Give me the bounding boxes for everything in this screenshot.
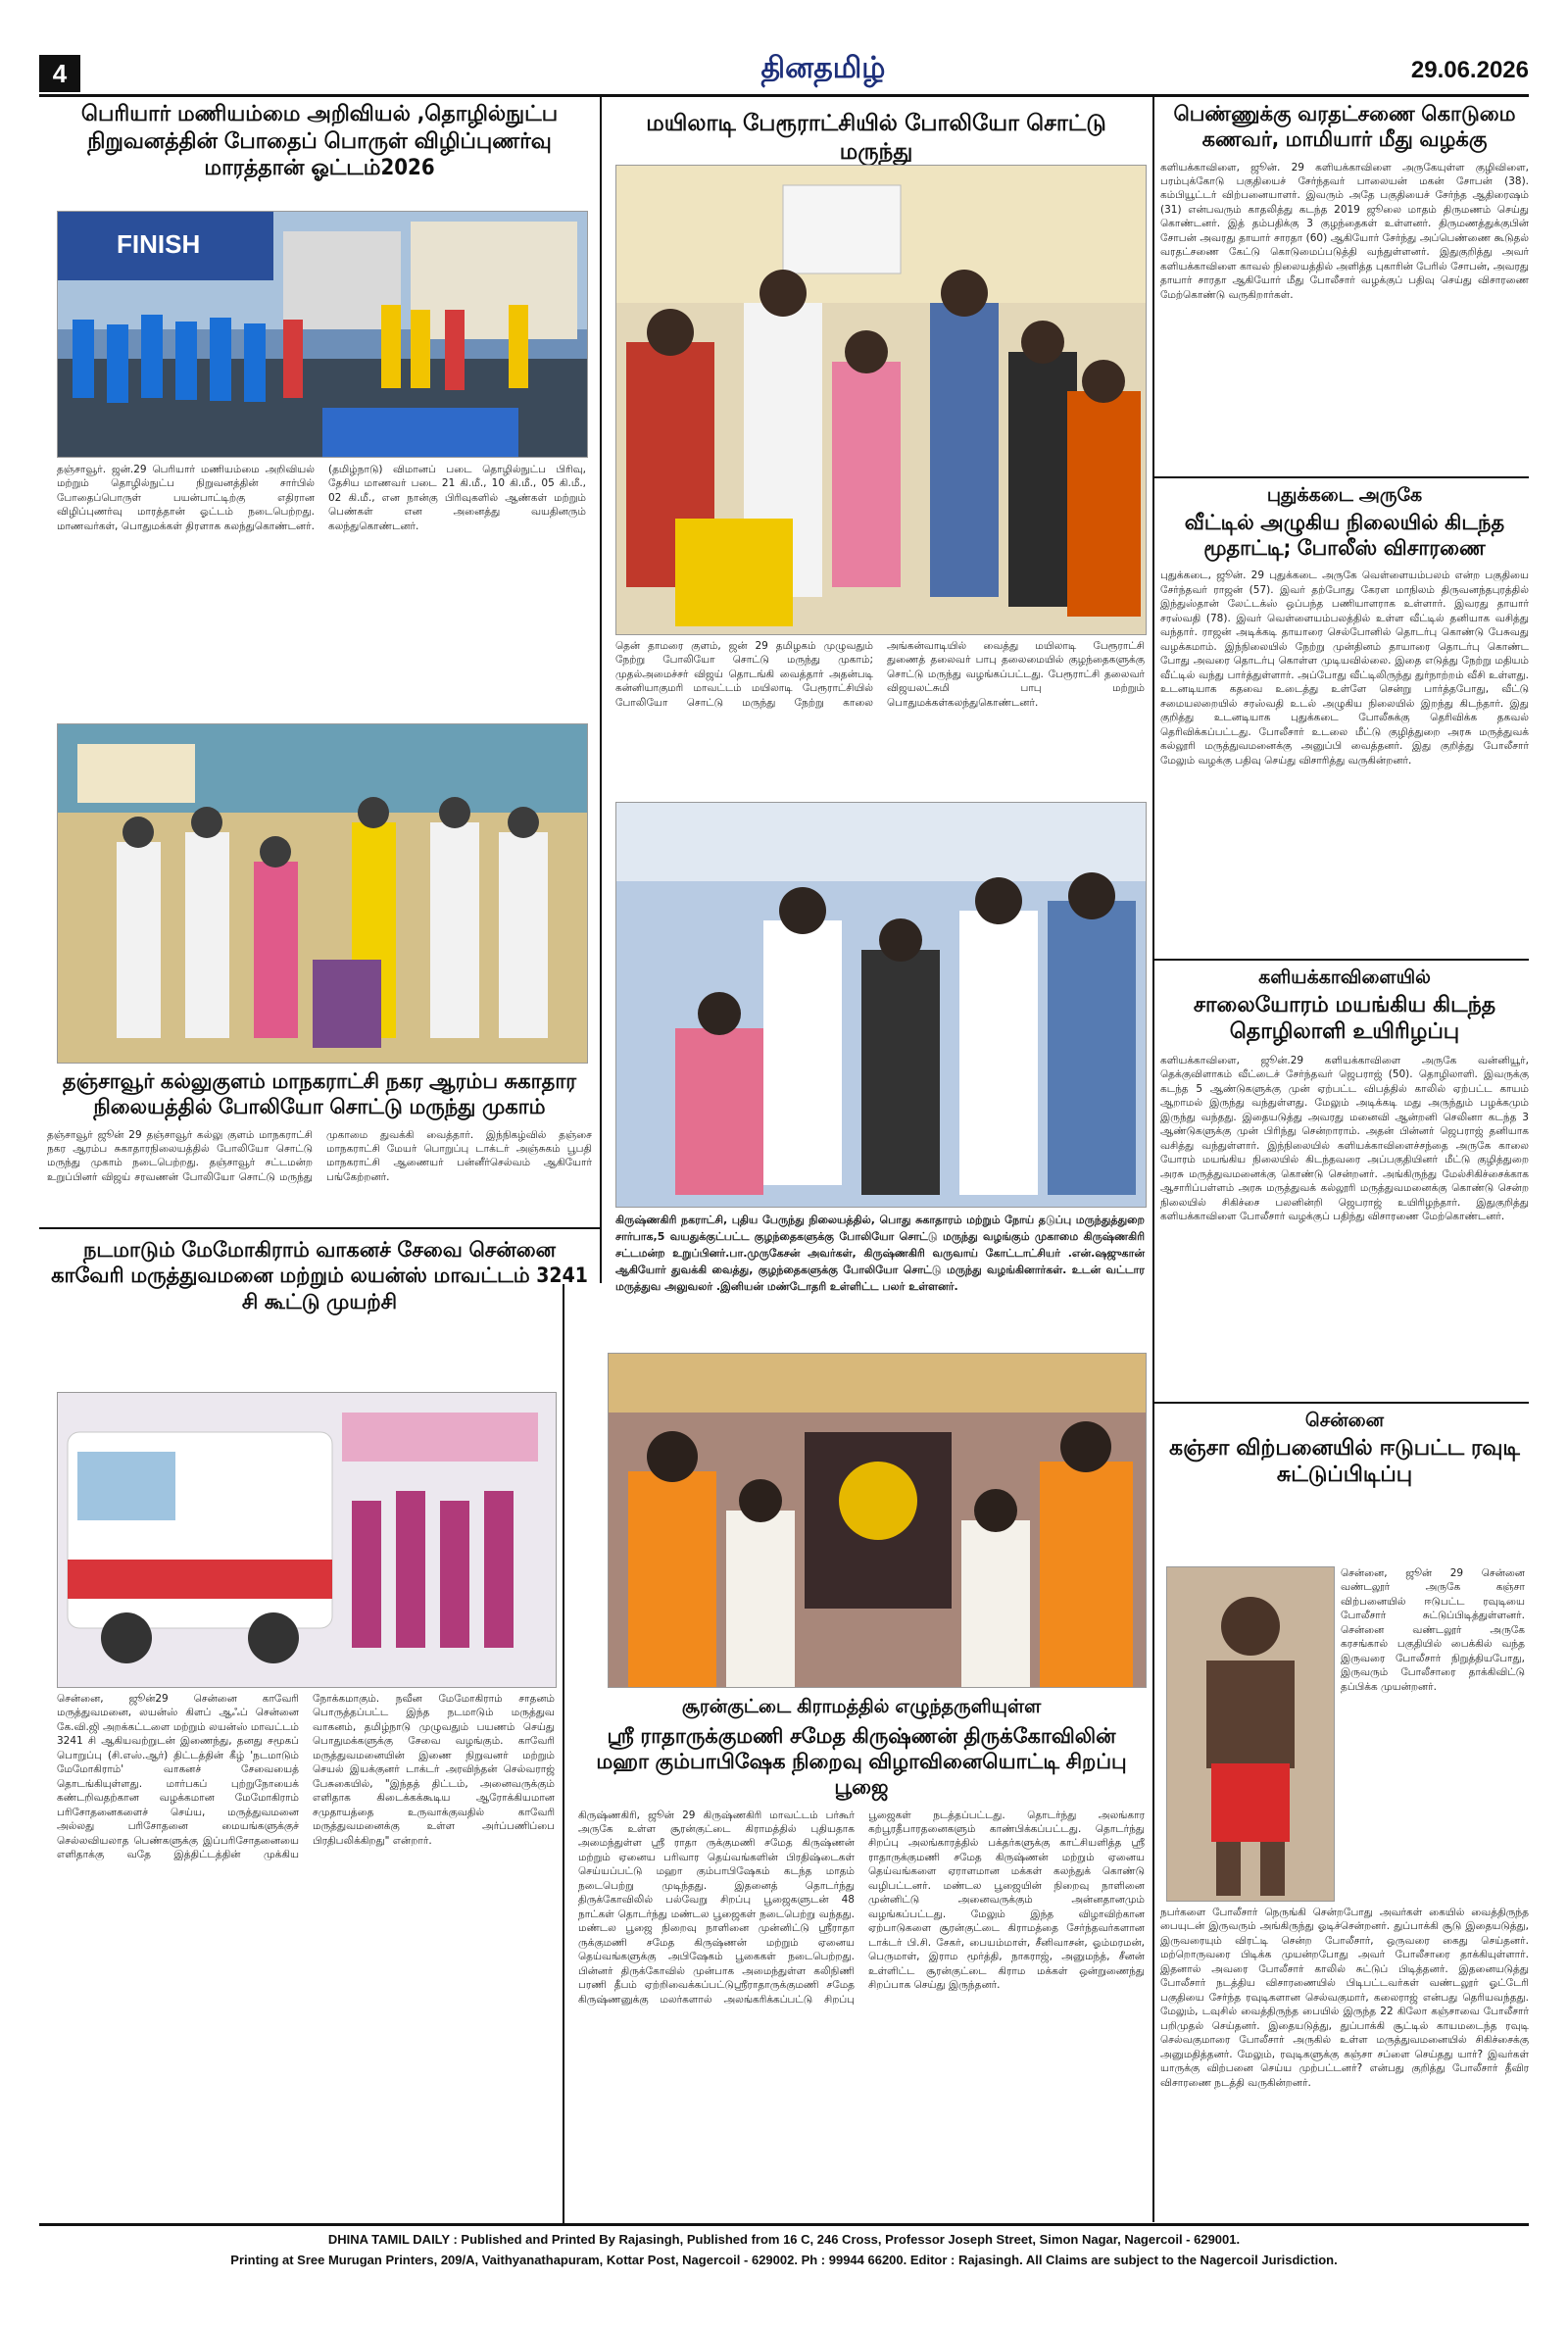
- ganja-body-side: சென்னை, ஜூன் 29 சென்னை வண்டலூர் அருகே கஞ்சா விற்பனையில் ஈடுபட்ட ரவுடியை போலீசார் சுட்டுப்பிடித்துள்ளனர். சென்னை வண்டலூர் அருகே கரசங்கால் பகுதியில் பைக்கில் வந்த இருவரை போலீசார் நிறுத்தியபோது, இருவரும் போலீசாரை தாக்கிவிட்டு தப்பிக்க முயன்றனர்.: [1341, 1567, 1525, 1693]
- thanjavur-polio-photo: [57, 723, 588, 1064]
- thanjavur-polio-body: தஞ்சாவூர் ஜூன் 29 தஞ்சாவூர் கல்லு குளம் மாநகராட்சி நகர ஆரம்ப சுகாதாரநிலையத்தில் போலியோ சொட்டு மருந்து முகாம் நடைபெற்றது. தஞ்சாவூர் சட்டமன்ற உறுப்பினர் விஜய் சரவணன் போலியோ சொட்டு மருந்து முகாமை துவக்கி வைத்தார். இந்நிகழ்வில் தஞ்சை மாநகராட்சி மேயர் பொறுப்பு டாக்டர் அஞ்சுகம் பூபதி மாநகராட்சி ஆணையர் பன்னீர்செல்வம் ஆகியோர் பங்கேற்றனர்.: [47, 1128, 592, 1183]
- temple-body: கிருஷ்ணகிரி, ஜூன் 29 கிருஷ்ணகிரி மாவட்டம் பர்கூர் அருகே உள்ள சூரன்குட்டை கிராமத்தில் புதியதாக அமைந்துள்ள ஸ்ரீ ராதா ருக்குமணி சமேத கிருஷ்ணன் மற்றும் ஏனைய பரிவார தெய்வங்களின் பிரதிஷ்டைகள் செய்யப்பட்டு மஹா கும்பாபிஷேகம் கடந்த மாதம் நடைபெற்று முடிந்தது. இதனைத் தொடர்ந்து திருக்கோவிலில் பல்வேறு சிறப்பு பூஜைகளுடன் 48 நாட்கள் தொடர்ந்து மண்டல பூஜைகள் நடைபெற்று வந்தது. மண்டல பூஜை நிறைவு நாளினை முன்னிட்டு ஸ்ரீராதா ருக்குமணி சமேத கிருஷ்ணன் மற்றும் ஏனைய தெய்வங்களுக்கு அபிஷேகம் பூகைகள் நடைபெற்றது. பின்னர் திருக்கோவில் முன்பாக அமைந்துள்ள கலிநிணி பரணி தீபம் ஏற்றிவைக்கப்பட்டுஸ்ரீராதாருக்குமணி சமேத கிருஷ்ணனுக்கு மலர்களால் அலங்கரிக்கப்பட்டு சிறப்பு பூஜைகள் நடத்தப்பட்டது. தொடர்ந்து அலங்கார கற்பூரதீபாரதனைகளும் காண்பிக்கப்பட்டது. தொடர்ந்து சிறப்பு அலங்காரத்தில் பக்தர்களுக்கு காட்சியளித்த ஸ்ரீ ராதாருக்குமணி சமேத கிருஷ்ணன் மற்றும் ஏனைய தெய்வங்களை ஏராளமான மக்கள் கலந்துக் கொண்டு வழிபட்டனர். மண்டல பூஜையின் நிறைவு நாளினை முன்னிட்டு அனைவருக்கும் அன்னதானமும் வழங்கப்பட்டது. மேலும் இந்த விழாவிற்கான ஏற்பாடுகளை சூரன்குட்டை கிராமத்தை சேர்ந்தவர்களான டாக்டர் பி.சி. சேகர், பையம்மாள், சீனிவாசன், ஓம்மரமன், பெருமாள், இராம மூர்த்தி, நாகராஜ், அனுமந்த், சீனன் உள்ளிட்ட சூரன்குட்டை கிராம மக்கள் ஒன்றுணைந்து சிறப்பாக செய்து இருந்தனர்.: [578, 1809, 1145, 2006]
- elderly-kicker: புதுக்கடை அருகே: [1266, 484, 1423, 506]
- column-divider: [563, 1284, 564, 2223]
- ganja-suspect-illustration: [1167, 1567, 1334, 1901]
- marathon-article: [47, 101, 592, 182]
- ganja-headline: கஞ்சா விற்பனையில் ஈடுபட்ட ரவுடி சுட்டுப்பிடிப்பு: [1169, 1435, 1520, 1488]
- section-rule: [1152, 959, 1529, 961]
- mammogram-headline: நடமாடும் மேமோகிராம் வாகனச் சேவை சென்னை காவேரி மருத்துவமனை மற்றும் லயன்ஸ் மாவட்டம் 3241 சி கூட்டு முயற்சி: [51, 1238, 588, 1314]
- page-header: [39, 51, 1529, 94]
- marathon-body-wrap: [57, 463, 586, 533]
- polio-main-article: [608, 110, 1145, 167]
- temple-kicker: சூரன்குட்டை கிராமத்தில் எழுந்தருளியுள்ள: [681, 1696, 1042, 1717]
- mammogram-photo-illustration: [58, 1393, 556, 1687]
- polio-caption-2: கிருஷ்ணகிரி நகராட்சி, புதிய பேருந்து நிலையத்தில், பொது சுகாதாரம் மற்றும் நோய் தடுப்பு மருந்துத்துறை சார்பாக,5 வயதுக்குட்பட்ட குழந்தைகளுக்கு போலியோ சொட்டு மருந்து வழங்கும் முகாமை கிருஷ்ணகிரி சட்டமன்ற உறுப்பினர்.பா.முருகேசன் அவர்கள், கிருஷ்ணகிரி வருவாய் கோட்டாட்சியர் .என்.ஷஜுகான் ஆகியோர் துவக்கி வைத்து, குழந்தைகளுக்கு போலியோ சொட்டு மருந்து வழங்கினார்கள். உடன் வட்டார மருத்துவ அலுவலர் .இனியன் மண்டோதரி உள்ளிட்ட பலர் உள்ளனர்.: [615, 1214, 1145, 1294]
- ganja-body-wrap: [1160, 1906, 1529, 2090]
- column-divider: [1152, 97, 1154, 2222]
- worker-death-article: [1160, 967, 1529, 1224]
- header-rule: [39, 94, 1529, 97]
- mammogram-body: சென்னை, ஜூன்29 சென்னை காவேரி மருத்துவமனை, லயன்ஸ் கிளப் ஆஃப் சென்னை கே.வி.ஜி அறக்கட்டளை மற்றும் லயன்ஸ் மாவட்டம் 3241 சி ஆகியவற்றுடன் இணைந்து, தனது சமூகப் பொறுப்பு (சி.எஸ்.ஆர்) திட்டத்தின் கீழ் 'நடமாடும் மேமோகிராம்' வாகனச் சேவையைத் தொடங்கியுள்ளது. மார்பகப் புற்றுநோயைக் கண்டறிவதற்கான வழக்கமான மேமோகிராம் பரிசோதனைகளைச் செய்ய, மருத்துவமனை அல்லது பரிசோதனை மையங்களுக்குச் செல்லவியலாத பெண்களுக்கு இப்பரிசோதனையை எளிதாக்கு வதே இத்திட்டத்தின் முக்கிய நோக்கமாகும். நவீன மேமோகிராம் சாதனம் பொருத்தப்பட்ட இந்த நடமாடும் மருத்துவ வாகனம், தமிழ்நாடு முழுவதும் பயணம் செய்து பொதுமக்களுக்கு சேவை வழங்கும். காவேரி மருத்துவமனையின் இணை நிறுவனர் மற்றும் செயல் இயக்குனர் டாக்டர் அரவிந்தன் செல்வராஜ் பேசுகையில், "இந்தத் திட்டம், அனைவருக்கும் எளிதாக கிடைக்கக்கூடிய ஆரோக்கியமான சமுதாயத்தை உருவாக்குவதில் காவேரி மருத்துவமனைக்கு உள்ள அர்ப்பணிப்பை பிரதிபலிக்கிறது" என்றார்.: [57, 1693, 555, 1861]
- imprint-footer: [39, 2223, 1529, 2267]
- ganja-suspect-photo: [1166, 1566, 1335, 1902]
- marathon-body: தஞ்சாவூர். ஜன்.29 பெரியார் மணியம்மை அறிவியல் மற்றும் தொழில்நுட்ப நிறுவனத்தின் சார்பில் போதைப்பொருள் பயன்பாட்டிற்கு எதிரான விழிப்புணர்வு மாரத்தான் ஓட்டம் நடைபெற்றது. மாணவர்கள், பொதுமக்கள் திரளாக கலந்துகொண்டனர். (தமிழ்நாடு) விமானப் படை தொழில்நுட்ப பிரிவு, தேசிய மாணவர் படை 21 கி.மீ., 10 கி.மீ., 05 கி.மீ., 02 கி.மீ., என நான்கு பிரிவுகளில் ஆண்கள் மற்றும் பெண்கள் என அனைத்து வயதினரும் கலந்துகொண்டனர்.: [57, 464, 586, 532]
- worker-death-body: களியக்காவிளை, ஜூன்.29 களியக்காவிளை அருகே வன்னியூர், தெக்குவிளாகம் வீட்டைச் சேர்ந்தவர் ஜெபராஜ் (50). தொழிலாளி. இவருக்கு கடந்த 5 ஆண்டுகளுக்கு முன் ஏற்பட்ட விபத்தில் காலில் ஏற்பட்ட காயம் ஆறாமல் இருந்து வந்துள்ளது. மேலும் அடிக்கடி மது அருந்தும் பழக்கமும் இருந்து வந்தது. இதையடுத்து அவரது மனைவி ஆன்றனி செலினா கடந்த 3 ஆண்டுகளுக்கு முன் பிரிந்து சென்றாராம். அதன் பின்னர் ஜெபராஜ் தனியாக வசித்து வந்துள்ளார். இந்நிலையில் களியக்காவிளைச்சந்தை அருகே காலை யோரம் மயங்கிய நிலையில் கிடந்தவரை அப்பகுதியினர் மீட்டு குழித்துறை அரசு மருத்துவமனைக்கு கொண்டு சென்றனர். அங்கிருந்து மேல்சிகிச்சைக்காக ஆசாரிப்பள்ளம் அரசு மருத்துவக் கல்லூரி மருத்துவமனைக்கு கொண்டு சென்ற நிலையில் சிகிச்சை பலனின்றி ஜெபராஜ் உயிரிழந்தார். இதுகுறித்து களியக்காவிளை போலீசார் வழக்குப் பதிந்து விசாரணை மேற்கொண்டனர்.: [1160, 1054, 1529, 1223]
- elderly-article: [1160, 484, 1529, 768]
- temple-photo-illustration: [609, 1354, 1146, 1687]
- polio-caption-1: தென் தாமரை குளம், ஜன் 29 தமிழகம் முழுவதும் நேற்று போலியோ சொட்டு மருந்து முகாம்; முதல்அமைச்சர் விஜய் தொடங்கி வைத்தார் அதன்படி கன்னியாகுமரி மாவட்டம் மயிலாடி பேரூராட்சியில் போலியோ சொட்டு மருந்து நேற்று காலை அங்கன்வாடியில் வைத்து மயிலாடி பேரூராட்சி துணைத் தலைவர் பாபு தலைமையில் குழந்தைகளுக்கு சொட்டு மருந்து வழங்கப்பட்டது. பேரூராட்சி தலைவர் விஜயலட்சுமி பாபு மற்றும் பொதுமக்கள்கலந்துகொண்டனர்.: [615, 640, 1145, 709]
- polio-caption-wrap: [615, 639, 1145, 710]
- polio-main-headline: மயிலாடி பேரூராட்சியில் போலியோ சொட்டு மருந்து: [646, 111, 1106, 165]
- polio-caption2-wrap: [615, 1212, 1145, 1295]
- ganja-article: [1160, 1410, 1529, 1489]
- imprint-line-1: DHINA TAMIL DAILY : Published and Printed By Rajasingh, Published from 16 C, 246 Cross, Professor Joseph Street, Simon Nagar, Nagercoil - 629001.: [327, 2232, 1241, 2247]
- issue-date: 29.06.2026: [1410, 57, 1529, 83]
- thanjavur-polio-headline: தஞ்சாவூர் கல்லுகுளம் மாநகராட்சி நகர ஆரம்ப சுகாதார நிலையத்தில் போலியோ சொட்டு மருந்து முகாம்: [62, 1069, 577, 1119]
- temple-article: [578, 1696, 1145, 2007]
- marathon-photo: [57, 211, 588, 458]
- ganja-side-text: [1341, 1566, 1525, 1694]
- elderly-headline: வீட்டில் அழுகிய நிலையில் கிடந்த மூதாட்டி; போலீஸ் விசாரணை: [1184, 510, 1505, 560]
- paper-name: தினதமிழ்: [760, 51, 886, 85]
- thanjavur-polio-article: [47, 1068, 592, 1184]
- marathon-headline: பெரியார் மணியம்மை அறிவியல் ,தொழில்நுட்ப நிறுவனத்தின் போதைப் பொருள் விழிப்புணர்வு மாரத்தான் ஓட்டம்2026: [80, 102, 559, 180]
- finish-banner-text: FINISH: [117, 229, 201, 259]
- worker-death-kicker: களியக்காவிளையில்: [1258, 967, 1431, 988]
- thanjavur-photo-illustration: [58, 724, 587, 1063]
- polio-mayiladi-photo: [615, 165, 1147, 635]
- section-rule: [1152, 476, 1529, 478]
- section-rule: [39, 1227, 600, 1229]
- mammogram-headline-wrap: [47, 1237, 592, 1314]
- ganja-body: நபர்களை போலீசார் நெருங்கி சென்றபோது அவர்கள் கையில் வைத்திருந்த பையுடன் இருவரும் அங்கிருந்து ஓடிச்சென்றனர். துப்பாக்கி சூடு இதையடுத்து, இருவரையும் விரட்டி சென்ற போலீசார், ஒருவரை கைது செய்தனர். மற்றொருவரை பிடிக்க முயன்றபோது அவர் போலீசாரை தாக்கியுள்ளார். இதனால் அவரை போலீசார் காலில் சுட்டுப் பிடித்தனர். இதனையடுத்து போலீசார் நடத்திய விசாரணையில் பிடிபட்டவர்கள் வண்டலூர் ஓட்டேரி பகுதியை சேர்ந்த ரவுடிகளான செல்வகுமார், கலைராஜ் என்பது தெரியவந்தது. மேலும், டவுசில் வைத்திருந்த பையில் இருந்த 22 கிலோ கஞ்சாவை போலீசார் பறிமுதல் செய்தனர். இதையடுத்து, துப்பாக்கி சூட்டில் காயமடைந்த ரவுடி செல்வகுமாரை போலீசார் அருகில் உள்ள மருத்துவமனையில் சிகிச்சைக்கு அனுமதித்தனர். மேலும், ரவுடிகளுக்கு கஞ்சா சப்ளை செய்தது யார்? இவர்கள் யாருக்கு விற்பனை செய்ய முற்பட்டனர்? என்பது குறித்து போலீசார் தீவிர விசாரணை நடத்தி வருகின்றனர்.: [1160, 1907, 1529, 2089]
- page-number: 4: [39, 55, 80, 92]
- polio-mayiladi-illustration: [616, 166, 1146, 634]
- temple-photo: [608, 1353, 1147, 1688]
- mammogram-photo: [57, 1392, 557, 1688]
- dowry-article: [1160, 101, 1529, 302]
- column-divider: [600, 97, 602, 1283]
- dowry-headline: பெண்ணுக்கு வரதட்சணை கொடுமை கணவர், மாமியார் மீது வழக்கு: [1173, 102, 1516, 152]
- worker-death-headline: சாலையோரம் மயங்கிய கிடந்த தொழிலாளி உயிரிழப்பு: [1193, 992, 1496, 1045]
- ganja-kicker: சென்னை: [1304, 1410, 1385, 1431]
- polio-krishnagiri-photo: [615, 802, 1147, 1208]
- marathon-photo-illustration: [58, 212, 587, 457]
- elderly-body: புதுக்கடை, ஜூன். 29 புதுக்கடை அருகே வெள்ளையம்பலம் என்ற பகுதியை சேர்ந்தவர் ராஜன் (57). இவர் தற்போது கேரள மாநிலம் திருவனந்தபுரத்தில் இந்துஸ்தான் லேட்டக்ஸ் ஒப்பந்த பணியாளராக உள்ளார். இவரது தாயார் சரஸ்வதி (78). இவர் வெள்ளையம்பலத்தில் உள்ள வீட்டில் தனியாக வசித்து வந்தார். ராஜன் அடிக்கடி தாயாரை செல்போனில் தொடர்பு கொண்டு பேசுவது வழக்கமாம். இந்நிலையில் நேற்று முன்தினம் தாயாரை தொடர்பு கொண்ட போது அவரை தொடர்பு கொள்ள முடியவில்லை. இதை எடுத்து நேற்று மதியம் வீட்டில் வந்து பார்த்துள்ளார். அப்போது வீட்டிலிருந்து துர்நாற்றம் வீசி உள்ளது. உடனடியாக கதவை உடைத்து உள்ளே சென்று பார்த்தபோது, வீட்டு சமையலறையில் சரஸ்வதி உடல் அழுகிய நிலையில் இறந்து கிடந்தார். இது குறித்து உடனடியாக புதுக்கடை போலீசுக்கு தெரிவிக்க தகவல் தெரிவிக்கப்பட்டது. போலீசார் உடலை மீட்டு குழித்துறை அரசு மருத்துவக் கல்லூரி மருத்துவமனைக்கு அனுப்பி வைத்தனர். இது குறித்து போலீசார் மேலும் வழக்கு பதிவு செய்து விசாரித்து வருகின்றனர்.: [1160, 570, 1529, 767]
- section-rule: [1152, 1402, 1529, 1404]
- polio-krishnagiri-illustration: [616, 803, 1146, 1207]
- temple-headline: ஸ்ரீ ராதாருக்குமணி சமேத கிருஷ்ணன் திருக்கோவிலின் மஹா கும்பாபிஷேக நிறைவு விழாவினையொட்டி சிறப்பு பூஜை: [596, 1723, 1127, 1800]
- imprint-line-2: Printing at Sree Murugan Printers, 209/A, Vaithyanathapuram, Kottar Post, Nagercoil - 629002. Ph : 99944 66200. Editor : Rajasingh. All Claims are subject to the Nagercoil Jurisdiction.: [230, 2253, 1338, 2267]
- dowry-body: களியக்காவிளை, ஜூன். 29 களியக்காவிளை அருகேயுள்ள குழிவிளை, பரம்புக்கோடு பகுதியைச் சேர்ந்தவர் பாலையன் மகன் சோபன் (38). கம்பியூட்டர் விற்பனையாளர். இவரும் அதே பகுதியைச் சேர்ந்த ஆதிரைஷம் (31) என்பவரும் காதலித்து கடந்த 2019 ஜூலை மாதம் திருமணம் செய்து கொண்டனர். இத் தம்பதிக்கு 3 குழந்தைகள் உள்ளனர். திருமணத்துக்குபின் சோபன் அவரது தாயார் சாரதா (60) ஆகியோர் சேர்ந்து அப்பெண்ணை கூடுதல் வரதட்சணை கேட்டு கொடுமைப்படுத்தி வந்துள்ளனர். இதுகுறித்து அவர் களியக்காவிளை காவல் நிலையத்தில் அளித்த புகாரின் பேரில் சோபன், அவரது தாயார் சாரதா ஆகியோர் மீது போலீசார் வழக்குப் பதிவு செய்து விசாரணை மேற்கொண்டு வருகிறார்கள்.: [1160, 161, 1529, 301]
- mammogram-body-wrap: [57, 1692, 555, 1862]
